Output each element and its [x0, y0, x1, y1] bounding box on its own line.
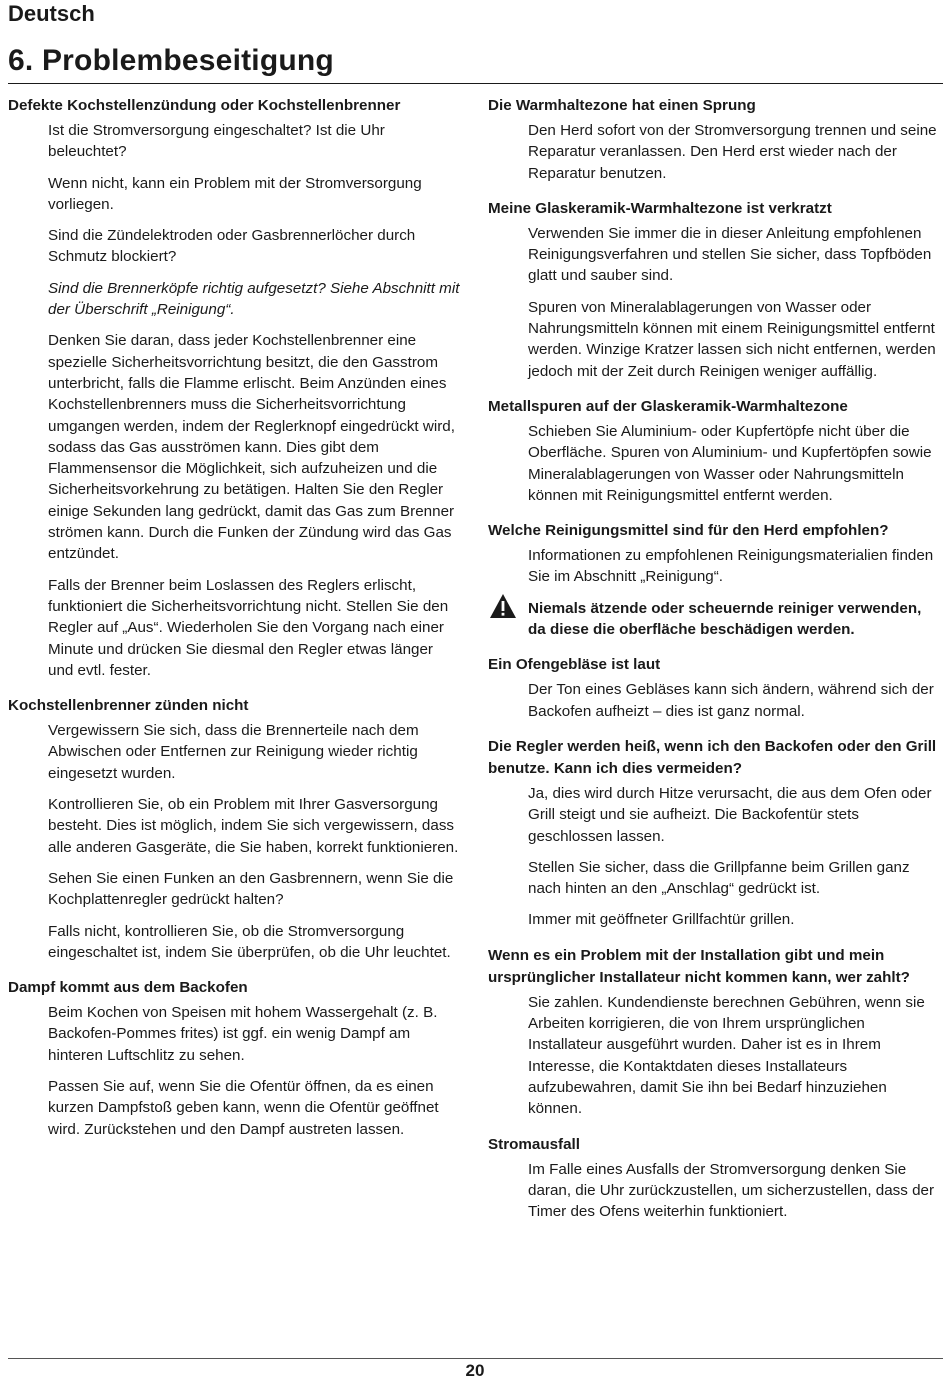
section-steam-from-oven	[8, 977, 462, 1140]
page-title: 6. Problembeseitigung	[8, 44, 334, 77]
section-heading: Meine Glaskeramik-Warmhaltezone ist verkratzt	[488, 199, 832, 217]
paragraph-italic: Sind die Brennerköpfe richtig aufgesetzt? Siehe Abschnitt mit der Überschrift „Reinigung“.	[48, 279, 460, 319]
section-heading: Wenn es ein Problem mit der Installation gibt und mein ursprünglicher Installateur nicht kommen kann, wer zahlt?	[488, 946, 910, 986]
paragraph: Sie zahlen. Kundendienste berechnen Gebühren, wenn sie Arbeiten korrigieren, die von Ihrem ursprünglichen Installateur ausgeführt wurden. Daher ist es in Ihrem Interesse, die Kontaktdaten dieses Installateurs aufzubewahren, damit Sie ihn bei Bedarf hinzuziehen können.	[528, 993, 925, 1118]
paragraph: Falls nicht, kontrollieren Sie, ob die Stromversorgung eingeschaltet ist, indem Sie überprüfen, ob die Uhr leuchtet.	[48, 922, 451, 961]
section-installation-problem	[488, 945, 940, 1120]
paragraph: Ja, dies wird durch Hitze verursacht, die aus dem Ofen oder Grill steigt und sie aufheizt. Die Backofentür stets geschlossen lassen.	[528, 784, 932, 845]
paragraph: Spuren von Mineralablagerungen von Wasser oder Nahrungsmitteln können mit einem Reinigungsmittel entfernt werden. Winzige Kratzer lassen sich nicht entfernen, werden jedoch mit der Zeit durch Reinigen weniger auffällig.	[528, 298, 936, 380]
section-hob-ignition	[8, 95, 462, 681]
title-divider	[8, 83, 943, 84]
section-heading: Stromausfall	[488, 1135, 580, 1153]
section-heading: Ein Ofengebläse ist laut	[488, 656, 661, 674]
paragraph: Passen Sie auf, wenn Sie die Ofentür öffnen, da es einen kurzen Dampfstoß geben kann, wenn die Ofentür geöffnet wird. Zurückstehen und den Dampf austreten lassen.	[48, 1077, 439, 1138]
warning-text: Niemals ätzende oder scheuernde reiniger verwenden, da diese die oberfläche beschädigen werden.	[528, 599, 922, 639]
paragraph: Immer mit geöffneter Grillfachtür grillen.	[528, 911, 795, 929]
paragraph: Vergewissern Sie sich, dass die Brennerteile nach dem Abwischen oder Entfernen zur Reinigung wieder richtig eingesetzt wurden.	[48, 722, 419, 782]
paragraph: Informationen zu empfohlenen Reinigungsmaterialien finden Sie im Abschnitt „Reinigung“.	[528, 547, 934, 586]
section-heading: Kochstellenbrenner zünden nicht	[8, 697, 249, 715]
paragraph: Kontrollieren Sie, ob ein Problem mit Ihrer Gasversorgung besteht. Dies ist möglich, indem Sie sich vergewissern, dass alle anderen Gasgeräte, die Sie haben, korrekt funktionieren.	[48, 796, 459, 856]
section-burners-not-igniting	[8, 695, 462, 963]
section-heading: Die Regler werden heiß, wenn ich den Backofen oder den Grill benutze. Kann ich dies vermeiden?	[488, 737, 937, 777]
right-column	[488, 95, 940, 1236]
paragraph: Schieben Sie Aluminium- oder Kupfertöpfe nicht über die Oberfläche. Spuren von Aluminium- und Kupfertöpfen sowie Mineralablagerungen von Wasser oder Nahrungsmitteln können mit Reinigungsmittel entfernt werden.	[528, 422, 932, 504]
paragraph: Beim Kochen von Speisen mit hohem Wassergehalt (z. B. Backofen-Pommes frites) ist ggf. ein wenig Dampf am hinteren Luftschlitz zu sehen.	[48, 1004, 438, 1064]
section-heading: Metallspuren auf der Glaskeramik-Warmhaltezone	[488, 397, 848, 415]
paragraph: Falls der Brenner beim Loslassen des Reglers erlischt, funktioniert die Sicherheitsvorrichtung nicht. Stellen Sie den Regler auf „Aus“. Wiederholen Sie den Vorgang nach einer Minute und drücken Sie diesmal den Regler etwas länger und evtl. fester.	[48, 576, 449, 679]
paragraph: Den Herd sofort von der Stromversorgung trennen und seine Reparatur veranlassen. Den Herd erst wieder nach der Reparatur benutzen.	[528, 122, 937, 182]
paragraph: Denken Sie daran, dass jeder Kochstellenbrenner eine spezielle Sicherheitsvorrichtung besitzt, die den Gasstrom unterbricht, falls die Flamme erlischt. Beim Anzünden eines Kochstellenbrenners muss die Sicherheitsvorrichtung umgangen werden, indem der Reglerknopf eingedrückt wird, sodass das Gas ausströmen kann. Dies gibt dem Flammensensor die Möglichkeit, sich aufzuheizen und die Sicherheitsvorkehrung zu betätigen. Halten Sie den Regler einige Sekunden lang gedrückt, damit das Gas zum Brenner strömen kann. Durch die Funken der Zündung wird das Gas entzündet.	[48, 332, 455, 563]
paragraph: Verwenden Sie immer die in dieser Anleitung empfohlenen Reinigungsverfahren und stellen Sie sicher, dass Topfböden glatt und sauber sind.	[528, 224, 932, 285]
paragraph: Sehen Sie einen Funken an den Gasbrennern, wenn Sie die Kochplattenregler gedrückt halten?	[48, 869, 454, 909]
section-heading: Dampf kommt aus dem Backofen	[8, 979, 248, 997]
paragraph: Sind die Zündelektroden oder Gasbrennerlöcher durch Schmutz blockiert?	[48, 227, 416, 266]
section-warming-zone-cracked	[488, 95, 940, 184]
section-cleaning-agents	[488, 520, 940, 640]
section-heading: Welche Reinigungsmittel sind für den Herd empfohlen?	[488, 522, 889, 540]
warning-triangle-icon	[488, 592, 518, 620]
left-column	[8, 95, 462, 1154]
page-number: 20	[465, 1361, 485, 1380]
paragraph: Der Ton eines Gebläses kann sich ändern, während sich der Backofen aufheizt – dies ist ganz normal.	[528, 681, 934, 720]
section-warming-zone-scratched	[488, 198, 940, 382]
section-fan-noise	[488, 654, 940, 722]
warning-note	[528, 598, 940, 641]
section-hot-controls	[488, 736, 940, 931]
language-label: Deutsch	[8, 1, 95, 26]
section-heading: Die Warmhaltezone hat einen Sprung	[488, 97, 756, 114]
paragraph: Wenn nicht, kann ein Problem mit der Stromversorgung vorliegen.	[48, 174, 422, 213]
section-metal-marks	[488, 396, 940, 506]
paragraph: Im Falle eines Ausfalls der Stromversorgung denken Sie daran, die Uhr zurückzustellen, um sicherzustellen, dass der Timer des Ofens weiterhin funktioniert.	[528, 1160, 935, 1221]
section-heading: Defekte Kochstellenzündung oder Kochstellenbrenner	[8, 97, 401, 114]
paragraph: Ist die Stromversorgung eingeschaltet? Ist die Uhr beleuchtet?	[48, 122, 385, 161]
footer-divider	[8, 1358, 943, 1359]
paragraph: Stellen Sie sicher, dass die Grillpfanne beim Grillen ganz nach hinten an den „Anschlag“ gedrückt ist.	[528, 858, 910, 898]
section-power-failure	[488, 1134, 940, 1223]
